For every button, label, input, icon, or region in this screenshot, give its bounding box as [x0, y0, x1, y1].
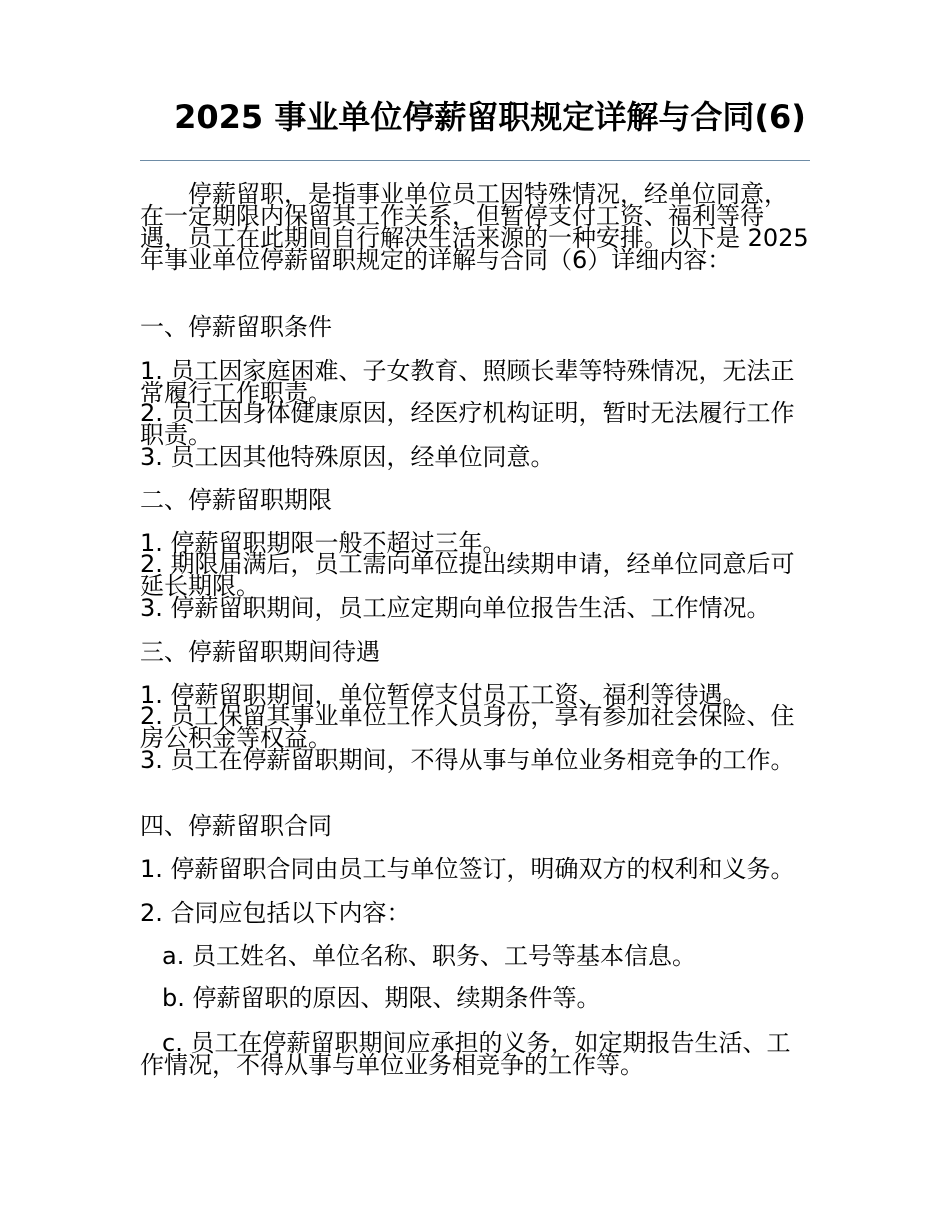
sub-list-item: c. 员工在停薪留职期间应承担的义务，如定期报告生活、工作情况，不得从事与单位业务相竞争的工作等。	[140, 1029, 791, 1079]
list-item: 2. 员工保留其事业单位工作人员身份，享有参加社会保险、住房公积金等权益。	[140, 702, 795, 752]
sub-list-item: a. 员工姓名、单位名称、职务、工号等基本信息。	[162, 942, 696, 970]
section-heading-term: 二、停薪留职期限	[140, 486, 332, 514]
section-heading-conditions: 一、停薪留职条件	[140, 313, 332, 341]
section-heading-benefits: 三、停薪留职期间待遇	[140, 638, 380, 666]
list-item: 2. 合同应包括以下内容：	[140, 899, 411, 927]
intro-paragraph: 停薪留职，是指事业单位员工因特殊情况，经单位同意，在一定期限内保留其工作关系，但暂停支付工资、福利等待遇，员工在此期间自行解决生活来源的一种安排。以下是 2025 年事业单位停薪留职规定的详解与合同（6）详细内容：	[140, 180, 809, 274]
list-item: 3. 员工在停薪留职期间，不得从事与单位业务相竞争的工作。	[140, 746, 795, 774]
list-item: 1. 停薪留职期限一般不超过三年。	[140, 529, 507, 557]
list-item: 2. 员工因身体健康原因，经医疗机构证明，暂时无法履行工作职责。	[140, 399, 795, 449]
list-item: 2. 期限届满后，员工需向单位提出续期申请，经单位同意后可延长期限。	[140, 550, 795, 600]
list-item: 3. 停薪留职期间，员工应定期向单位报告生活、工作情况。	[140, 594, 771, 622]
list-item: 3. 员工因其他特殊原因，经单位同意。	[140, 443, 555, 471]
sub-list-item: b. 停薪留职的原因、期限、续期条件等。	[162, 984, 601, 1012]
document-title: 2025 事业单位停薪留职规定详解与合同(6)	[174, 98, 806, 136]
section-heading-contract: 四、停薪留职合同	[140, 812, 332, 840]
list-item: 1. 停薪留职期间，单位暂停支付员工工资、福利等待遇。	[140, 681, 747, 709]
title-divider	[140, 160, 810, 161]
list-item: 1. 停薪留职合同由员工与单位签订，明确双方的权利和义务。	[140, 855, 795, 883]
list-item: 1. 员工因家庭困难、子女教育、照顾长辈等特殊情况，无法正常履行工作职责。	[140, 357, 795, 407]
